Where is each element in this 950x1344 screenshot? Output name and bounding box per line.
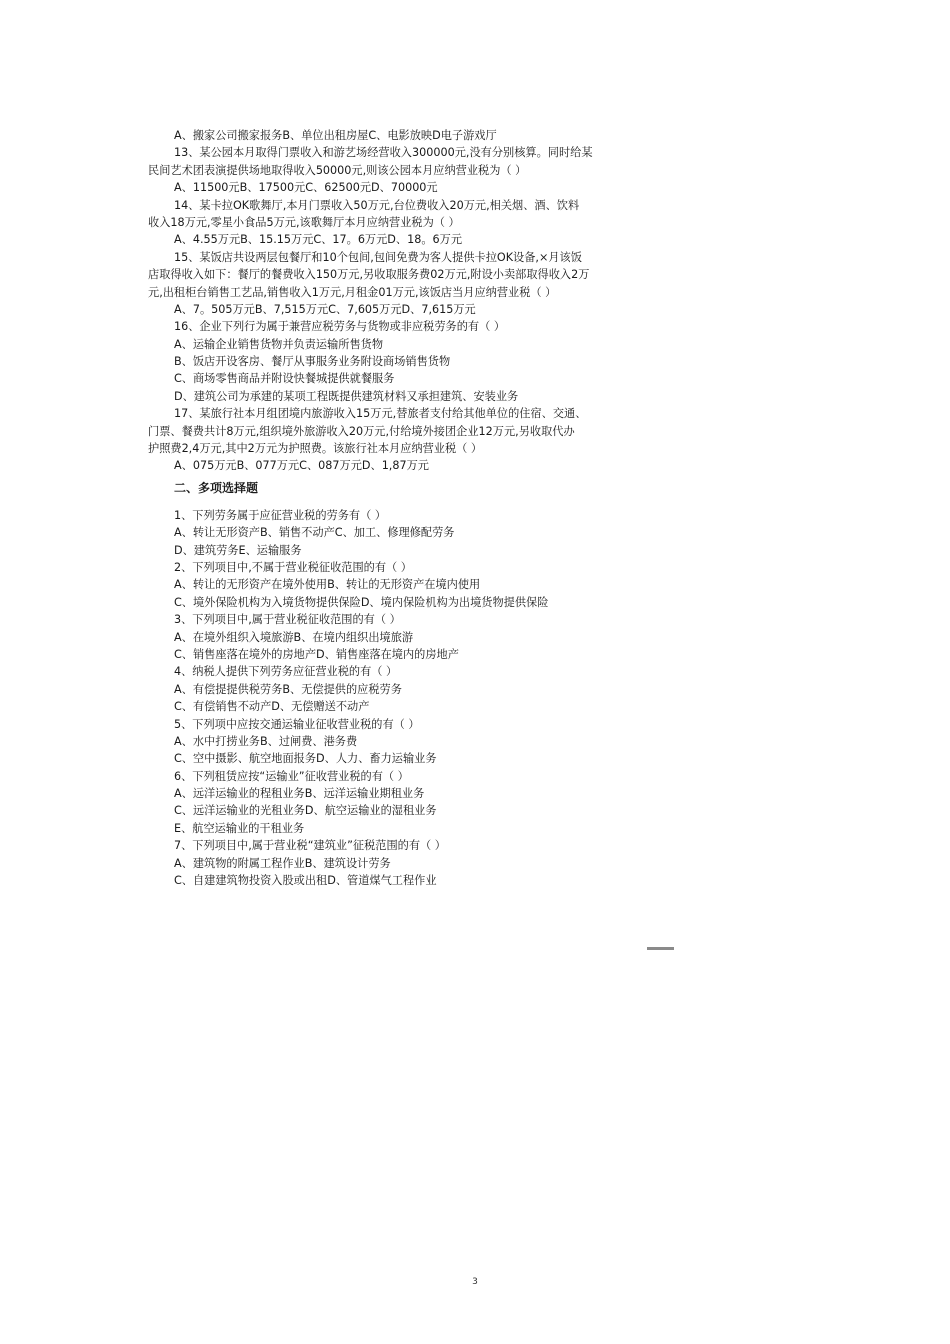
text-line: A、在境外组织入境旅游B、在境内组织出境旅游 — [174, 630, 414, 644]
text-line: B、饭店开设客房、餐厅从事服务业务附设商场销售货物 — [174, 355, 451, 369]
text-line: A、4.55万元B、15.15万元C、17。6万元D、18。6万元 — [174, 233, 463, 247]
text-line: C、自建建筑物投资入股或出租D、管道煤气工程作业 — [174, 874, 437, 888]
text-line: E、航空运输业的干租业务 — [174, 821, 305, 835]
text-line: 17、某旅行社本月组团境内旅游收入15万元,替旅者支付给其他单位的住宿、交通、 — [174, 407, 587, 421]
section-title-multiple-choice: 二、多项选择题 — [174, 480, 259, 495]
page-mark-line — [647, 947, 674, 950]
text-line: 收入18万元,零星小食品5万元,该歌舞厅本月应纳营业税为（ ） — [148, 215, 460, 229]
text-line: 13、某公园本月取得门票收入和游艺场经营收入300000元,没有分别核算。同时给某 — [174, 146, 593, 160]
single-choice-section — [148, 127, 628, 475]
text-line: C、境外保险机构为入境货物提供保险D、境内保险机构为出境货物提供保险 — [174, 595, 549, 609]
text-line: 3、下列项目中,属于营业税征收范围的有（ ） — [174, 613, 401, 627]
text-line: C、空中摄影、航空地面报务D、人力、畜力运输业务 — [174, 752, 437, 766]
text-line: 16、企业下列行为属于兼营应税劳务与货物或非应税劳务的有（ ） — [174, 320, 506, 334]
page-content — [148, 127, 628, 889]
text-line: C、有偿销售不动产D、无偿赠送不动产 — [174, 700, 370, 714]
multiple-choice-section — [148, 507, 628, 890]
text-line: A、有偿提提供税劳务B、无偿提供的应税劳务 — [174, 682, 402, 696]
text-line: 店取得收入如下：餐厅的餐费收入150万元,另收取服务费02万元,附设小卖部取得收入2万 — [148, 268, 590, 282]
text-line: A、运输企业销售货物并负责运输所售货物 — [174, 337, 384, 351]
text-line: A、075万元B、077万元C、087万元D、1,87万元 — [174, 459, 429, 473]
text-line: A、远洋运输业的程租业务B、远洋运输业期租业务 — [174, 787, 425, 801]
text-line: 4、纳税人提供下列劳务应征营业税的有（ ） — [174, 665, 398, 679]
text-line: C、商场零售商品并附设快餐城提供就餐服务 — [174, 372, 395, 386]
text-line: 护照费2,4万元,其中2万元为护照费。该旅行社本月应纳营业税（ ） — [148, 442, 483, 456]
text-line: 14、某卡拉OK歌舞厅,本月门票收入50万元,台位费收入20万元,相关烟、酒、饮料 — [174, 198, 580, 212]
page-number: 3 — [472, 1277, 478, 1287]
text-line: A、11500元B、17500元C、62500元D、70000元 — [174, 181, 438, 195]
text-line: A、水中打捞业务B、过闸费、港务费 — [174, 734, 358, 748]
text-line: 7、下列项目中,属于营业税“建筑业”征税范围的有（ ） — [174, 839, 446, 853]
text-line: 6、下列租赁应按“运输业”征收营业税的有（ ） — [174, 769, 409, 783]
text-line: A、7。505万元B、7,515万元C、7,605万元D、7,615万元 — [174, 302, 476, 316]
text-line: D、建筑劳务E、运输服务 — [174, 543, 302, 557]
text-line: C、远洋运输业的光租业务D、航空运输业的湿租业务 — [174, 804, 437, 818]
text-line: 元,出租柜台销售工艺品,销售收入1万元,月租金01万元,该饭店当月应纳营业税（ ） — [148, 285, 557, 299]
text-line: 民间艺术团表演提供场地取得收入50000元,则该公园本月应纳营业税为（ ） — [148, 163, 527, 177]
text-line: A、转让的无形资产在境外使用B、转让的无形资产在境内使用 — [174, 578, 481, 592]
text-line: 5、下列项中应按交通运输业征收营业税的有（ ） — [174, 717, 420, 731]
text-line: D、建筑公司为承建的某项工程既提供建筑材料又承担建筑、安装业务 — [174, 389, 519, 403]
text-line: A、搬家公司搬家报务B、单位出租房屋C、电影放映D电子游戏厅 — [174, 129, 497, 142]
text-line: A、建筑物的附属工程作业B、建筑设计劳务 — [174, 856, 391, 870]
text-line: A、转让无形资产B、销售不动产C、加工、修理修配劳务 — [174, 526, 455, 540]
text-line: 15、某饭店共设两层包餐厅和10个包间,包间免费为客人提供卡拉OK设备,×月该饭 — [174, 250, 582, 264]
text-line: 门票、餐费共计8万元,组织境外旅游收入20万元,付给境外接团企业12万元,另收取代办 — [148, 424, 575, 438]
text-line: C、销售座落在境外的房地产D、销售座落在境内的房地产 — [174, 647, 459, 661]
text-line: 2、下列项目中,不属于营业税征收范围的有（ ） — [174, 560, 412, 574]
text-line: 1、下列劳务属于应征营业税的劳务有（ ） — [174, 508, 387, 522]
